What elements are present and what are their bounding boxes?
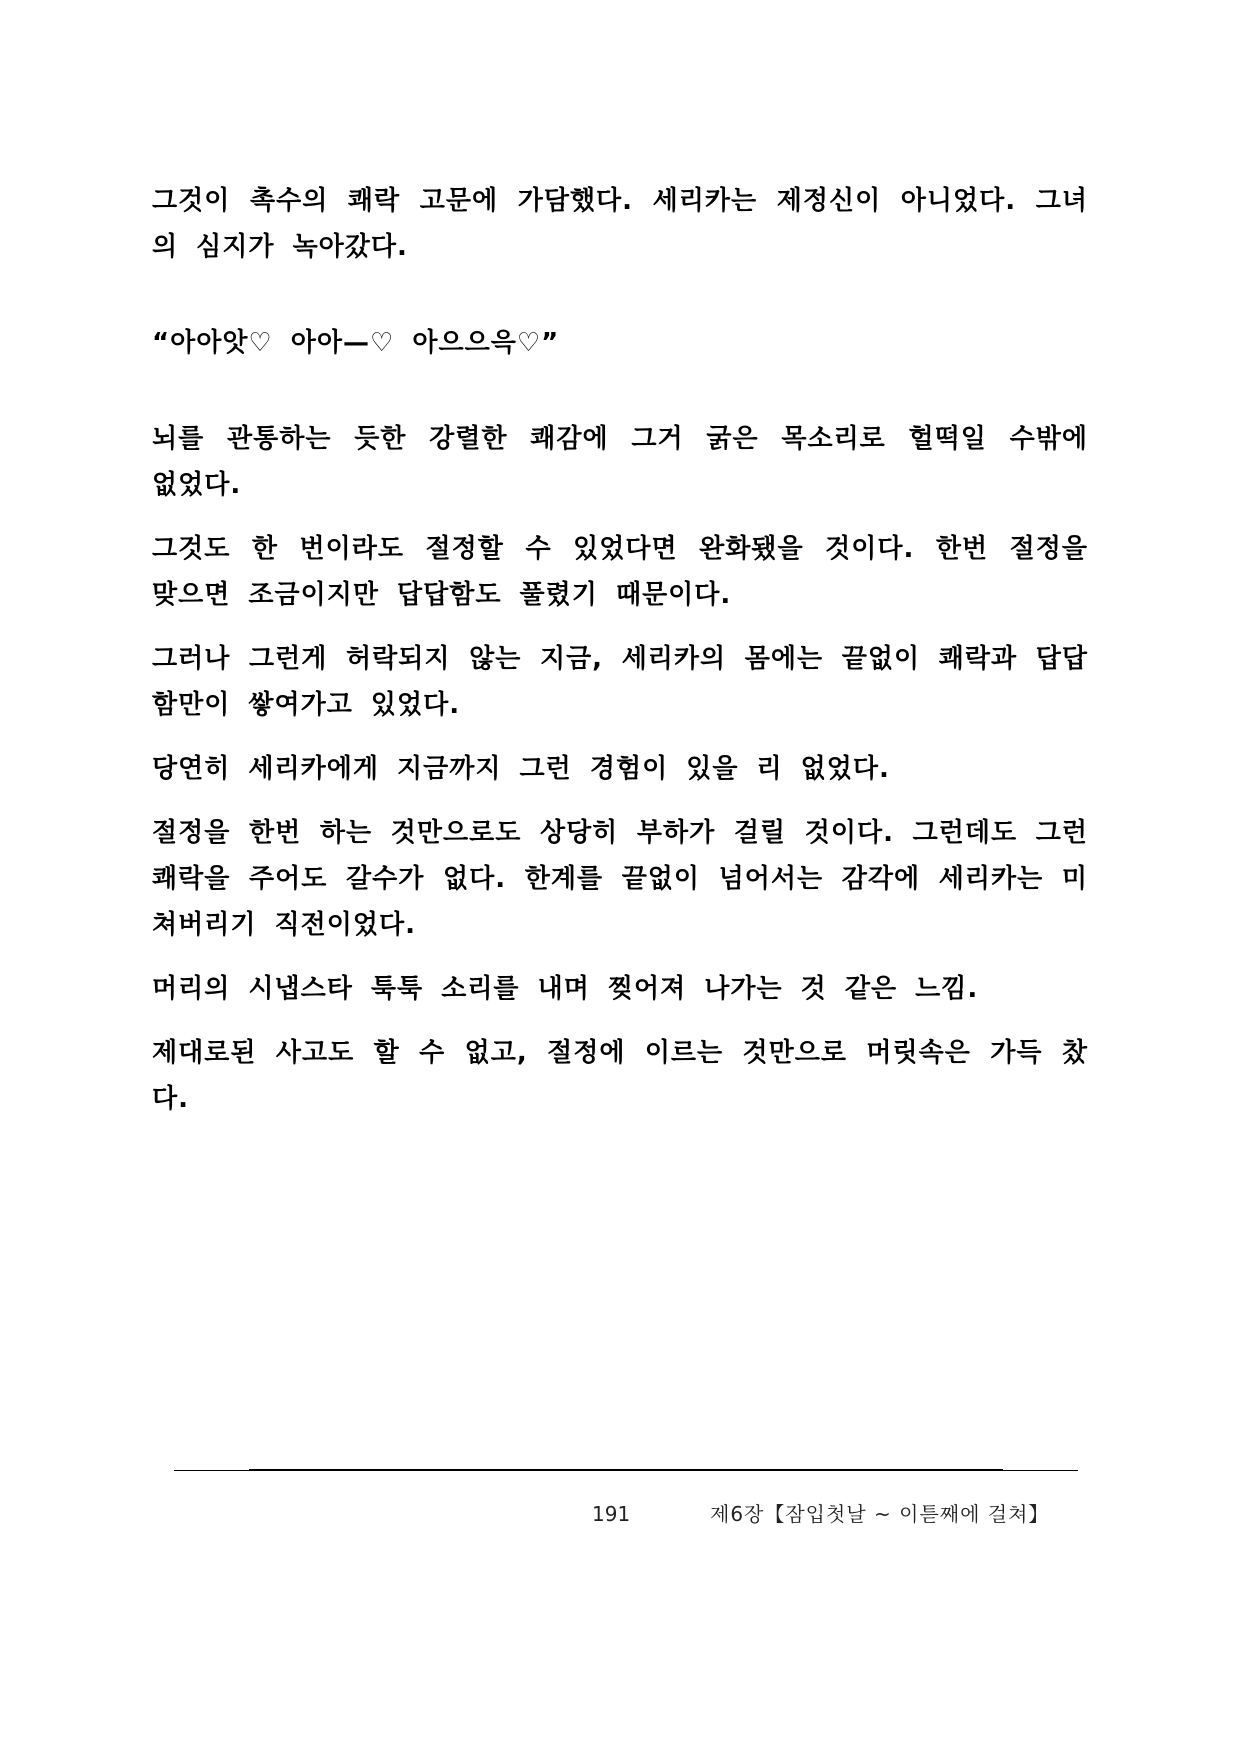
paragraph: 머리의 시냅스타 툭툭 소리를 내며 찢어져 나가는 것 같은 느낌. (152, 974, 979, 1004)
paragraph: 그러나 그런게 허락되지 않는 지금, 세리카의 몸에는 끝없이 쾌락과 답답함만이 쌓여가고 있었다. (152, 644, 1088, 720)
footer-divider-accent (249, 1469, 1003, 1471)
page-number: 191 (592, 1502, 631, 1526)
chapter-title: 제6장【잠입첫날 ~ 이튿째에 걸쳐】 (710, 1502, 1050, 1526)
paragraph: 절정을 한번 하는 것만으로도 상당히 부하가 걸릴 것이다. 그런데도 그런 쾌락을 주어도 갈수가 없다. 한계를 끝없이 넘어서는 감각에 세리카는 미쳐버리기 직전이었다. (152, 818, 1088, 940)
paragraph: 그것이 촉수의 쾌락 고문에 가담했다. 세리카는 제정신이 아니었다. 그녀의 심지가 녹아갔다. (152, 186, 1088, 262)
paragraph: 그것도 한 번이라도 절정할 수 있었다면 완화됐을 것이다. 한번 절정을 맞으면 조금이지만 답답함도 풀렸기 때문이다. (152, 534, 1088, 610)
paragraph: 제대로된 사고도 할 수 없고, 절정에 이르는 것만으로 머릿속은 가득 찼다. (152, 1038, 1088, 1114)
paragraph: 뇌를 관통하는 듯한 강렬한 쾌감에 그거 굵은 목소리로 헐떡일 수밖에 없었다. (152, 424, 1088, 500)
dialogue-line: “아아앗♡ 아아—♡ 아으으윽♡” (152, 328, 560, 358)
body-text (152, 178, 1088, 1140)
paragraph: 당연히 세리카에게 지금까지 그런 경험이 있을 리 없었다. (152, 754, 890, 784)
